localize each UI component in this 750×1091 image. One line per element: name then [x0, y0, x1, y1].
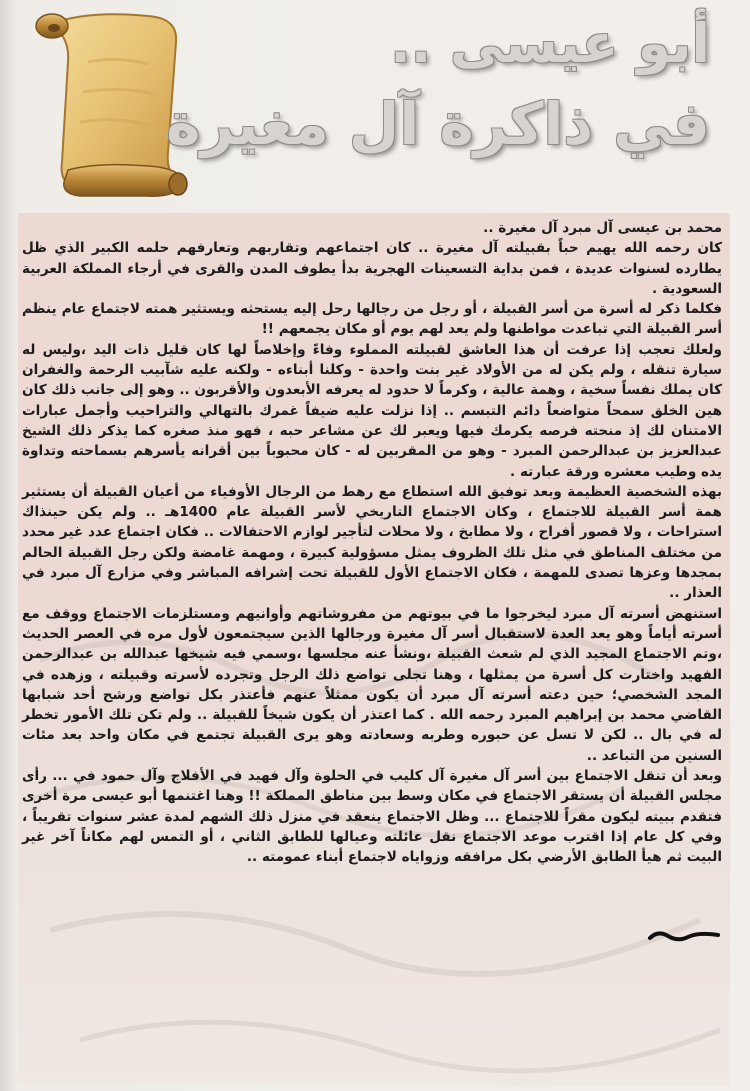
article-body [22, 218, 722, 868]
parchment-scroll-icon [28, 2, 188, 200]
article-paragraph: وبعد أن تنقل الاجتماع بين أسر آل مغيرة آل كليب في الحلوة وآل فهيد في الأفلاج وآل حمود في ... رأى مجلس القبيلة أن يستقر الاجتماع في مكان وسط بين مناطق المملكة !! وهنا اغتنمها أبو عيسى مرة أخرى فتقدم ببيته ليكون مقراً للاجتماع ... وظل الاجتماع ينعقد في منزل ذلك الشهم لمدة عشر سنوات تقريباً ، وفي كل عام إذا اقترب موعد الاجتماع نقل عائلته وعيالها للطابق الثاني ، أو التمس لهم مكاناً آخر غير البيت ثم هيأ الطابق الأرضي بكل مرافقه وزواياه لاجتماع أبناء عمومته .. [22, 768, 722, 866]
article-paragraph: استنهض أسرته آل مبرد ليخرجوا ما في بيوتهم من مفروشاتهم وأوانيهم ومستلزمات الاجتماع ووقف مع أسرته أياماً وهو يعد العدة لاستقبال أسر آل مغيرة ورجالها الذين سيجتمعون لأول مره في العصر الحديث ،وتم الاجتماع المجيد الذي لم شعث القبيلة ،ونشأ عنه مجلسها ،وسمي فيه شيخها عبدالله بن عبدالرحمن الفهيد واختارت كل أسرة من يمثلها ، وهنا تجلى تواضع ذلك الرجل وتجرده لأسرته وقبيلته ، وزهده في المجد الشخصي؛ حين دعته أسرته آل مبرد أن يكون ممثلاً عنهم فأعتذر بكل تواضع ورشح أحد شبابها القاضي محمد بن إبراهيم المبرد رحمه الله . كما اعتذر أن يكون شيخاً للقبيلة .. ولم تكن تلك الأمور تخطر له في بال .. لكن لا تسل عن حبوره وطربه وسعادته وهو يرى القبيلة تجتمع في مكان واحد بعد مئات السنين من التباعد .. [22, 605, 722, 764]
article-paragraph: فكلما ذكر له أسرة من أسر القبيلة ، أو رجل من رجالها رحل إليه يستحثه ويستثير همته لاجتماع عام ينظم أسر القبيلة التي تباعدت مواطنها ولم يعد لهم يوم أو مكان يجمعهم !! [22, 301, 722, 338]
article-paragraph: ولعلك تعجب إذا عرفت أن هذا العاشق لقبيلته المملوء وفاءً وإخلاصاً لها كان قليل ذات اليد ،وليس له سيارة تنقله ، ولم يكن له من الأولاد غير بنت واحدة - وكلنا أبناءه - ولكنه عليه شآبيب الرحمة والغفران كان يملك نفساً سخية ، وهمة عالية ، وكرماً لا حدود له يعرفه الأبعدون والأقربون .. وهو إلى جانب ذلك كان هين الخلق سمحاً متواضعاً دائم التبسم .. إذا نزلت عليه ضيفاً غمرك بالتهالي والتراحيب وأجمل عبارات الامتنان لك إذ منحته فرصه يكرمك فيها ويعبر لك عن مشاعر حبه ، فهو منذ صغره كما يذكر ذلك الشيخ عبدالعزيز بن عبدالرحمن المبرد - وهو من المقربين له - كان محبوباً بين أقرانه يأسرهم بسماحته وتداوة يده وطيب معشره ورقة عبارته . [22, 341, 722, 480]
article-paragraph: بهذه الشخصية العظيمة وبعد توفيق الله استطاع مع رهط من الرجال الأوفياء من أعيان القبيلة أن يستثير همة أسر القبيلة للاجتماع ، وكان الاجتماع التاريخي لأسر القبيلة عام 1400هـ .. ولم يكن حينذاك استراحات ، ولا قصور أفراح ، ولا مطابخ ، ولا محلات لتأجير لوازم الاحتفالات .. فكان اجتماع عدد غير محدد من مختلف المناطق في مثل تلك الظروف يمثل مسؤولية كبيرة ، ومهمة غامضة ولكن رجل القبيلة الحالم بمجدها وعزها تصدى للمهمة ، فكان الاجتماع الأول للقبيلة تحت إشرافه المباشر وفي مزارع آل مبرد في العذار .. [22, 483, 722, 602]
article-paragraph: محمد بن عيسى آل مبرد آل مغيرة .. [483, 220, 722, 236]
redaction-scribble-icon [648, 928, 720, 944]
article-header [0, 0, 750, 210]
article-paragraph: كان رحمه الله يهيم حباً بقبيلته آل مغيرة .. كان اجتماعهم وتقاربهم وتعارفهم حلمه الكبير الذي ظل يطارده لسنوات عديدة ، فمن بداية التسعينات الهجرية بدأ يطوف المدن والقرى في أرجاء المملكة العربية السعودية . [22, 240, 722, 297]
title-line-1: أبو عيسى .. [390, 12, 710, 75]
title-line-2: في ذاكرة آل مغيرة [166, 90, 710, 158]
